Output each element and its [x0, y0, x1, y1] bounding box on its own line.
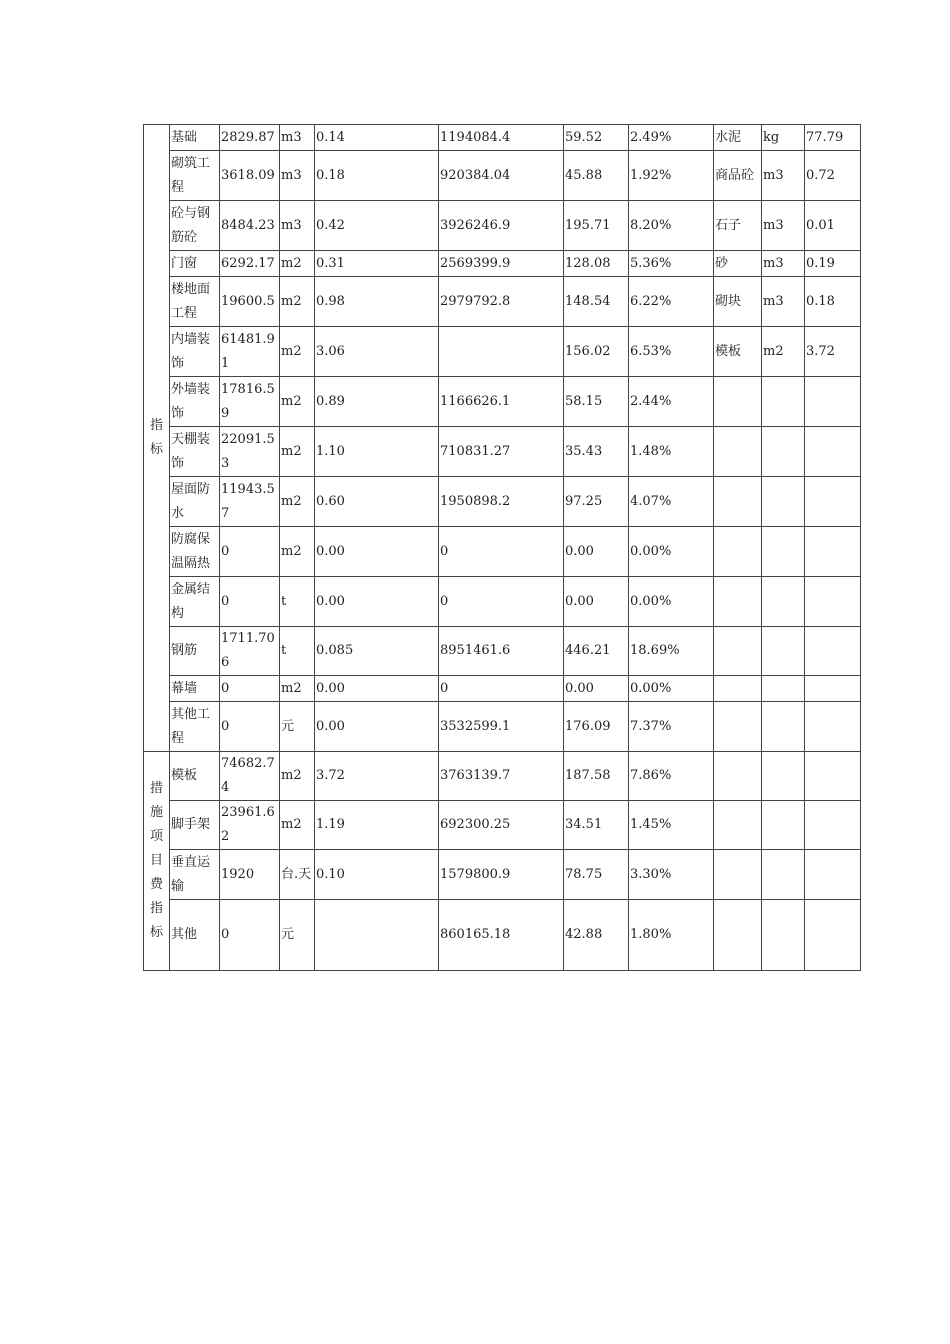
table-cell: m3 — [762, 251, 805, 277]
table-cell — [714, 702, 762, 752]
table-row — [144, 151, 861, 201]
table-cell — [762, 477, 805, 527]
table-cell: 2979792.8 — [439, 277, 564, 327]
table-cell — [714, 627, 762, 676]
table-row — [144, 627, 861, 676]
table-cell: 23961.62 — [220, 801, 280, 850]
table-cell: 6.53% — [629, 327, 714, 377]
table-cell: 其他 — [170, 900, 220, 971]
table-cell: 6292.17 — [220, 251, 280, 277]
table-cell: 8.20% — [629, 201, 714, 251]
table-cell — [714, 850, 762, 900]
table-cell: 1.10 — [315, 427, 439, 477]
table-cell — [762, 577, 805, 627]
table-cell: 0 — [220, 527, 280, 577]
table-cell: 1194084.4 — [439, 125, 564, 151]
table-cell: 22091.53 — [220, 427, 280, 477]
table-cell — [714, 577, 762, 627]
table-row — [144, 801, 861, 850]
table-cell: 35.43 — [564, 427, 629, 477]
table-cell: 58.15 — [564, 377, 629, 427]
table-cell: 1.45% — [629, 801, 714, 850]
table-cell: 砌块 — [714, 277, 762, 327]
table-row — [144, 850, 861, 900]
table-cell: 脚手架 — [170, 801, 220, 850]
table-cell: 0.00 — [564, 676, 629, 702]
table-cell: m3 — [762, 151, 805, 201]
table-cell: kg — [762, 125, 805, 151]
table-cell — [805, 900, 861, 971]
table-cell: 模板 — [714, 327, 762, 377]
table-cell — [805, 752, 861, 801]
table-cell: 垂直运输 — [170, 850, 220, 900]
group-label: 措施项目费指标 — [144, 752, 170, 971]
table-cell: 860165.18 — [439, 900, 564, 971]
table-cell: 3.72 — [315, 752, 439, 801]
table-cell: 0.31 — [315, 251, 439, 277]
table-cell: 0.00 — [564, 527, 629, 577]
table-cell: 128.08 — [564, 251, 629, 277]
table-cell: 45.88 — [564, 151, 629, 201]
table-cell — [714, 477, 762, 527]
table-cell: 水泥 — [714, 125, 762, 151]
table-cell: m2 — [280, 277, 315, 327]
table-cell: 0.10 — [315, 850, 439, 900]
table-cell: m2 — [280, 427, 315, 477]
table-row — [144, 676, 861, 702]
table-cell — [439, 327, 564, 377]
table-cell: 砼与钢筋砼 — [170, 201, 220, 251]
table-cell — [805, 577, 861, 627]
table-row — [144, 251, 861, 277]
table-cell: 0.085 — [315, 627, 439, 676]
table-cell: 3926246.9 — [439, 201, 564, 251]
table-cell: 0.00 — [315, 676, 439, 702]
table-cell: 0.19 — [805, 251, 861, 277]
table-cell: 195.71 — [564, 201, 629, 251]
table-cell: 77.79 — [805, 125, 861, 151]
table-cell: 0.00 — [315, 702, 439, 752]
table-cell: 1.92% — [629, 151, 714, 201]
table-cell — [805, 850, 861, 900]
table-cell — [805, 477, 861, 527]
table-cell: 2569399.9 — [439, 251, 564, 277]
table-cell: 基础 — [170, 125, 220, 151]
table-cell: 0.14 — [315, 125, 439, 151]
table-cell: m3 — [762, 277, 805, 327]
table-cell: 天棚装饰 — [170, 427, 220, 477]
table-cell — [714, 676, 762, 702]
table-cell: m2 — [280, 752, 315, 801]
table-cell — [762, 627, 805, 676]
table-cell: m2 — [280, 327, 315, 377]
group-label: 指标 — [144, 125, 170, 752]
table-row — [144, 752, 861, 801]
table-cell: 7.37% — [629, 702, 714, 752]
table-cell — [762, 527, 805, 577]
table-cell: 屋面防水 — [170, 477, 220, 527]
table-cell: 0 — [220, 577, 280, 627]
table-cell — [762, 427, 805, 477]
table-cell: 0.72 — [805, 151, 861, 201]
table-cell: t — [280, 577, 315, 627]
table-row — [144, 577, 861, 627]
table-cell: 17816.59 — [220, 377, 280, 427]
table-cell: 0.00 — [315, 527, 439, 577]
table-cell: 3532599.1 — [439, 702, 564, 752]
table-cell: 其他工程 — [170, 702, 220, 752]
table-cell: 74682.74 — [220, 752, 280, 801]
table-cell: 19600.5 — [220, 277, 280, 327]
table-cell: 5.36% — [629, 251, 714, 277]
table-row — [144, 527, 861, 577]
table-cell: 1166626.1 — [439, 377, 564, 427]
table-cell: 446.21 — [564, 627, 629, 676]
table-cell: m2 — [280, 801, 315, 850]
table-row — [144, 125, 861, 151]
table-cell — [714, 752, 762, 801]
table-cell: 0.60 — [315, 477, 439, 527]
table-cell: 920384.04 — [439, 151, 564, 201]
table-cell: 金属结构 — [170, 577, 220, 627]
table-cell: 内墙装饰 — [170, 327, 220, 377]
table-cell: m2 — [280, 676, 315, 702]
table-cell — [714, 377, 762, 427]
table-cell: 0.00% — [629, 676, 714, 702]
table-cell: 1.80% — [629, 900, 714, 971]
table-cell: 0 — [220, 702, 280, 752]
table-cell: 61481.91 — [220, 327, 280, 377]
table-row — [144, 277, 861, 327]
table-cell — [805, 676, 861, 702]
table-cell: 97.25 — [564, 477, 629, 527]
table-cell: 176.09 — [564, 702, 629, 752]
table-cell: 2829.87 — [220, 125, 280, 151]
table-cell: 59.52 — [564, 125, 629, 151]
table-cell: 0.98 — [315, 277, 439, 327]
table-cell: 门窗 — [170, 251, 220, 277]
table-cell: 1920 — [220, 850, 280, 900]
table-cell: t — [280, 627, 315, 676]
table-cell: m3 — [280, 125, 315, 151]
table-cell: 2.49% — [629, 125, 714, 151]
table-cell: m2 — [280, 477, 315, 527]
table-cell: 7.86% — [629, 752, 714, 801]
table-cell — [762, 752, 805, 801]
table-cell — [805, 377, 861, 427]
table-cell: 3.06 — [315, 327, 439, 377]
table-body — [144, 125, 861, 971]
table-cell: 0.00% — [629, 527, 714, 577]
table-cell — [714, 900, 762, 971]
table-cell: 18.69% — [629, 627, 714, 676]
table-cell — [762, 377, 805, 427]
table-cell: 0.89 — [315, 377, 439, 427]
table-cell: 1579800.9 — [439, 850, 564, 900]
table-cell: 0 — [439, 527, 564, 577]
table-row — [144, 327, 861, 377]
table-cell — [805, 427, 861, 477]
table-cell: 3.72 — [805, 327, 861, 377]
table-cell — [762, 900, 805, 971]
table-cell: 0.00 — [564, 577, 629, 627]
table-cell: 石子 — [714, 201, 762, 251]
table-cell: 砌筑工程 — [170, 151, 220, 201]
table-cell — [315, 900, 439, 971]
table-cell: 0 — [439, 676, 564, 702]
table-cell: 防腐保温隔热 — [170, 527, 220, 577]
table-cell: 1711.706 — [220, 627, 280, 676]
table-cell: 4.07% — [629, 477, 714, 527]
table-cell — [714, 527, 762, 577]
table-cell: 0.00 — [315, 577, 439, 627]
table-cell: 3763139.7 — [439, 752, 564, 801]
table-cell — [805, 702, 861, 752]
table-cell: 78.75 — [564, 850, 629, 900]
table-cell — [762, 676, 805, 702]
table-cell: 42.88 — [564, 900, 629, 971]
table-cell: 0.42 — [315, 201, 439, 251]
table-cell: 0 — [220, 900, 280, 971]
table-row — [144, 201, 861, 251]
table-cell: 1.19 — [315, 801, 439, 850]
table-cell: 楼地面工程 — [170, 277, 220, 327]
table-cell: 1950898.2 — [439, 477, 564, 527]
table-cell: 台.天 — [280, 850, 315, 900]
table-cell: 8951461.6 — [439, 627, 564, 676]
table-cell: 1.48% — [629, 427, 714, 477]
table-cell: 8484.23 — [220, 201, 280, 251]
table-cell: 187.58 — [564, 752, 629, 801]
table-cell: 710831.27 — [439, 427, 564, 477]
table-cell: m2 — [280, 377, 315, 427]
table-cell: 156.02 — [564, 327, 629, 377]
table-cell: 0 — [220, 676, 280, 702]
table-cell — [805, 801, 861, 850]
table-cell: 钢筋 — [170, 627, 220, 676]
table-cell — [762, 801, 805, 850]
table-cell: m2 — [280, 527, 315, 577]
table-row — [144, 702, 861, 752]
table-cell — [762, 702, 805, 752]
table-cell: 0.18 — [805, 277, 861, 327]
table-cell: 砂 — [714, 251, 762, 277]
table-row — [144, 427, 861, 477]
table-cell: 元 — [280, 702, 315, 752]
table-cell — [805, 627, 861, 676]
table-cell: 0.18 — [315, 151, 439, 201]
table-cell — [805, 527, 861, 577]
table-row — [144, 377, 861, 427]
table-cell: 3618.09 — [220, 151, 280, 201]
table-cell: 商品砼 — [714, 151, 762, 201]
table-cell: 11943.57 — [220, 477, 280, 527]
table-cell: 2.44% — [629, 377, 714, 427]
table-cell: 外墙装饰 — [170, 377, 220, 427]
table-cell: 148.54 — [564, 277, 629, 327]
table-cell: 0.00% — [629, 577, 714, 627]
table-cell — [714, 801, 762, 850]
table-cell: 0.01 — [805, 201, 861, 251]
table-cell: m2 — [280, 251, 315, 277]
table-cell — [714, 427, 762, 477]
table-cell: m3 — [762, 201, 805, 251]
cost-index-table — [143, 124, 861, 971]
table-cell: 模板 — [170, 752, 220, 801]
table-cell: 0 — [439, 577, 564, 627]
table-cell: m3 — [280, 201, 315, 251]
table-cell: 幕墙 — [170, 676, 220, 702]
table-cell: 34.51 — [564, 801, 629, 850]
table-cell: 元 — [280, 900, 315, 971]
table-cell: 6.22% — [629, 277, 714, 327]
table-cell — [762, 850, 805, 900]
table-row — [144, 900, 861, 971]
table-cell: m3 — [280, 151, 315, 201]
table-row — [144, 477, 861, 527]
table-cell: 3.30% — [629, 850, 714, 900]
table-cell: 692300.25 — [439, 801, 564, 850]
table-cell: m2 — [762, 327, 805, 377]
